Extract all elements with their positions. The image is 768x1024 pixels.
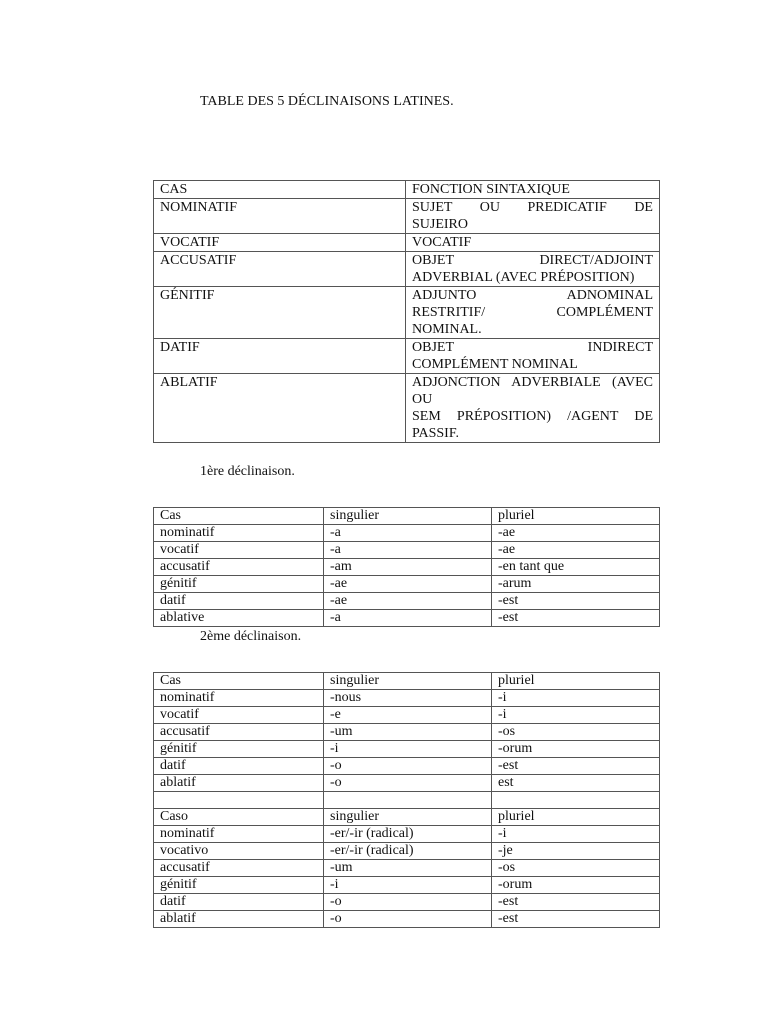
first-declension-heading: 1ère déclinaison. (200, 464, 295, 479)
function-line: ADVERBIAL (AVEC PRÉPOSITION) (412, 270, 635, 285)
table-row (154, 911, 660, 928)
singular-cell: -er/-ir (radical) (324, 843, 492, 860)
function-line: PASSIF. (412, 426, 460, 441)
table-row (154, 843, 660, 860)
table-row (154, 287, 660, 339)
table-row (154, 525, 660, 542)
singular-cell: -a (324, 525, 492, 542)
case-cell: ABLATIF (154, 374, 406, 443)
case-cell: accusatif (154, 860, 324, 877)
case-cell: VOCATIF (154, 234, 406, 252)
plural-cell: -orum (492, 877, 660, 894)
plural-cell: -est (492, 610, 660, 627)
singular-cell: -ae (324, 576, 492, 593)
case-cell: vocatif (154, 542, 324, 559)
case-cell: Caso (154, 809, 324, 826)
header-cell: pluriel (492, 673, 660, 690)
table-row (154, 877, 660, 894)
plural-cell: -orum (492, 741, 660, 758)
header-cell: singulier (324, 673, 492, 690)
header-cell: Cas (154, 508, 324, 525)
case-cell: NOMINATIF (154, 199, 406, 234)
singular-cell: -o (324, 911, 492, 928)
case-cell: nominatif (154, 690, 324, 707)
table-row (154, 860, 660, 877)
plural-cell: -est (492, 593, 660, 610)
singular-cell: -am (324, 559, 492, 576)
function-line: OBJET INDIRECT (412, 340, 653, 355)
table-row (154, 792, 660, 809)
function-cell (406, 234, 660, 252)
plural-cell: -est (492, 894, 660, 911)
table-row (154, 809, 660, 826)
header-cas: CAS (154, 181, 406, 199)
singular-cell: -um (324, 724, 492, 741)
singular-cell (324, 792, 492, 809)
singular-cell: -ae (324, 593, 492, 610)
case-cell: ablative (154, 610, 324, 627)
first-declension-table (153, 507, 660, 627)
case-cell: vocativo (154, 843, 324, 860)
case-cell: accusatif (154, 724, 324, 741)
case-cell: vocatif (154, 707, 324, 724)
plural-cell: -ae (492, 525, 660, 542)
case-cell: génitif (154, 877, 324, 894)
function-line: COMPLÉMENT NOMINAL (412, 357, 578, 372)
table-row (154, 252, 660, 287)
plural-cell: -os (492, 724, 660, 741)
function-line: SEM PRÉPOSITION) /AGENT DE (412, 409, 653, 424)
table-row (154, 542, 660, 559)
function-line: VOCATIF (412, 235, 472, 250)
singular-cell: -i (324, 741, 492, 758)
table-header-row (154, 181, 660, 199)
table-row (154, 775, 660, 792)
table-row (154, 199, 660, 234)
case-cell: accusatif (154, 559, 324, 576)
function-line: RESTRITIF/ COMPLÉMENT (412, 305, 653, 320)
case-cell: ACCUSATIF (154, 252, 406, 287)
table-row (154, 741, 660, 758)
plural-cell: -i (492, 826, 660, 843)
singular-cell: -a (324, 610, 492, 627)
function-line: ADJUNTO ADNOMINAL (412, 288, 653, 303)
case-cell: DATIF (154, 339, 406, 374)
plural-cell: -est (492, 911, 660, 928)
plural-cell: -arum (492, 576, 660, 593)
singular-cell: -o (324, 894, 492, 911)
function-cell (406, 252, 660, 287)
table-row (154, 593, 660, 610)
header-fonction: FONCTION SINTAXIQUE (406, 181, 660, 199)
function-cell (406, 287, 660, 339)
plural-cell: -os (492, 860, 660, 877)
singular-cell: -er/-ir (radical) (324, 826, 492, 843)
plural-cell: -est (492, 758, 660, 775)
function-cell (406, 339, 660, 374)
function-cell (406, 374, 660, 443)
case-cell: ablatif (154, 911, 324, 928)
table-row (154, 894, 660, 911)
case-cell: génitif (154, 576, 324, 593)
case-cell: nominatif (154, 525, 324, 542)
plural-cell: est (492, 775, 660, 792)
singular-cell: -um (324, 860, 492, 877)
plural-cell: -i (492, 707, 660, 724)
function-line: SUJET OU PREDICATIF DE (412, 200, 653, 215)
table-row (154, 339, 660, 374)
table-row (154, 374, 660, 443)
table-header-row (154, 673, 660, 690)
singular-cell: -a (324, 542, 492, 559)
table-row (154, 559, 660, 576)
case-cell: datif (154, 758, 324, 775)
case-cell: nominatif (154, 826, 324, 843)
table-row (154, 610, 660, 627)
singular-cell: -e (324, 707, 492, 724)
function-line: ADJONCTION ADVERBIALE (AVEC OU (412, 375, 653, 407)
case-functions-table (153, 180, 660, 443)
table-row (154, 707, 660, 724)
plural-cell: -i (492, 690, 660, 707)
table-row (154, 234, 660, 252)
function-cell (406, 199, 660, 234)
function-line: NOMINAL. (412, 322, 482, 337)
case-cell: ablatif (154, 775, 324, 792)
case-cell (154, 792, 324, 809)
table-row (154, 576, 660, 593)
second-declension-heading: 2ème déclinaison. (200, 629, 302, 644)
header-cell: pluriel (492, 508, 660, 525)
table-row (154, 758, 660, 775)
table-row (154, 690, 660, 707)
second-declension-table (153, 672, 660, 928)
singular-cell: -o (324, 775, 492, 792)
singular-cell: -nous (324, 690, 492, 707)
plural-cell: pluriel (492, 809, 660, 826)
case-cell: datif (154, 894, 324, 911)
plural-cell (492, 792, 660, 809)
plural-cell: -je (492, 843, 660, 860)
header-cell: singulier (324, 508, 492, 525)
table-header-row (154, 508, 660, 525)
singular-cell: -o (324, 758, 492, 775)
header-cell: Cas (154, 673, 324, 690)
function-line: SUJEIRO (412, 217, 469, 232)
singular-cell: singulier (324, 809, 492, 826)
singular-cell: -i (324, 877, 492, 894)
function-line: OBJET DIRECT/ADJOINT (412, 253, 653, 268)
plural-cell: -en tant que (492, 559, 660, 576)
table-row (154, 826, 660, 843)
case-cell: génitif (154, 741, 324, 758)
case-cell: datif (154, 593, 324, 610)
case-cell: GÉNITIF (154, 287, 406, 339)
plural-cell: -ae (492, 542, 660, 559)
table-row (154, 724, 660, 741)
page-title: TABLE DES 5 DÉCLINAISONS LATINES. (200, 94, 454, 109)
